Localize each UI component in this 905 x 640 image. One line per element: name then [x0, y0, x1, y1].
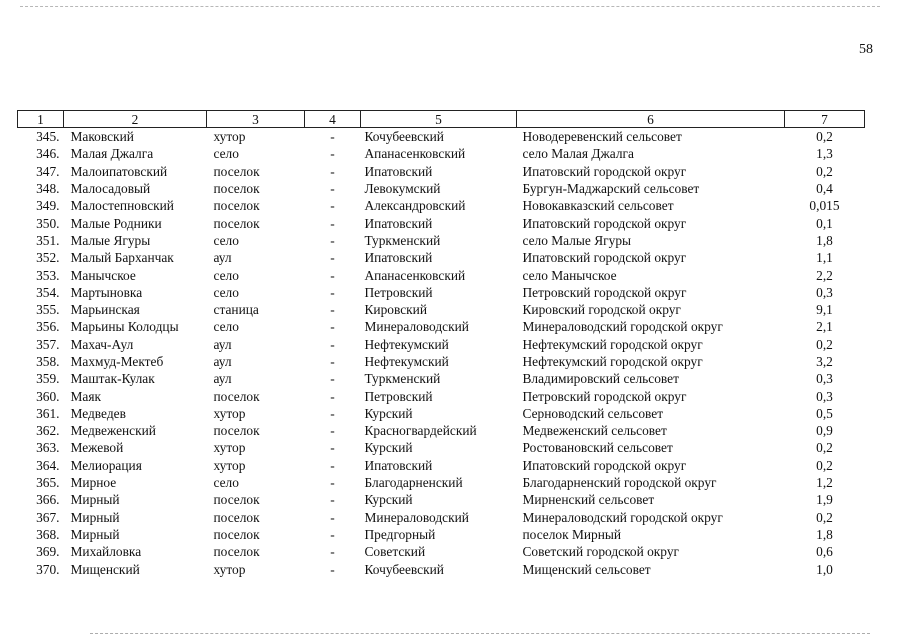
- district-name: Апанасенковский: [364, 146, 466, 162]
- settlement-type: хутор: [213, 129, 246, 145]
- col-4-value: -: [330, 371, 335, 387]
- settlement-name: Махач-Аул: [70, 336, 134, 352]
- area-value: 1,2: [816, 475, 833, 491]
- municipality-name: Петровский городской округ: [522, 388, 687, 404]
- row-number: 369.: [36, 544, 60, 560]
- table-row: [18, 422, 865, 439]
- row-number: 360.: [36, 388, 60, 404]
- municipality-name: Бургун-Маджарский сельсовет: [522, 181, 700, 197]
- district-name: Апанасенковский: [364, 267, 466, 283]
- table-row: [18, 284, 865, 301]
- settlement-type: село: [213, 146, 239, 162]
- table-row: [18, 353, 865, 370]
- table-row: [18, 197, 865, 214]
- municipality-name: Новокавказский сельсовет: [522, 198, 674, 214]
- col-4-value: -: [330, 302, 335, 318]
- table-row: [18, 370, 865, 387]
- settlement-type: хутор: [213, 440, 246, 456]
- area-value: 0,3: [816, 388, 833, 404]
- scan-edge-bottom: [90, 633, 870, 634]
- municipality-name: Благодарненский городской округ: [522, 475, 717, 491]
- settlement-type: село: [213, 232, 239, 248]
- municipality-name: Ипатовский городской округ: [522, 250, 687, 266]
- col-4-value: -: [330, 267, 335, 283]
- district-name: Ипатовский: [364, 215, 433, 231]
- municipality-name: Нефтекумский городской округ: [522, 336, 703, 352]
- table-row: [18, 180, 865, 197]
- district-name: Минераловодский: [364, 509, 469, 525]
- row-number: 364.: [36, 457, 60, 473]
- col-4-value: -: [330, 319, 335, 335]
- municipality-name: Минераловодский городской округ: [522, 509, 723, 525]
- district-name: Советский: [364, 544, 426, 560]
- district-name: Туркменский: [364, 371, 441, 387]
- municipality-name: село Малая Джалга: [522, 146, 634, 162]
- row-number: 354.: [36, 284, 60, 300]
- settlement-name: Мелиорация: [70, 457, 142, 473]
- settlement-name: Малосадовый: [70, 181, 151, 197]
- col-4-value: -: [330, 423, 335, 439]
- area-value: 0,2: [816, 163, 833, 179]
- area-value: 1,8: [816, 232, 833, 248]
- header-col-name: 2: [64, 111, 207, 128]
- settlements-table: [17, 110, 865, 578]
- row-number: 346.: [36, 146, 60, 162]
- settlement-type: поселок: [213, 198, 260, 214]
- settlement-name: Махмуд-Мектеб: [70, 354, 164, 369]
- col-4-value: -: [330, 492, 335, 508]
- col-4-value: -: [330, 250, 335, 266]
- col-4-value: -: [330, 544, 335, 560]
- municipality-name: село Малые Ягуры: [522, 232, 632, 248]
- row-number: 355.: [36, 302, 60, 318]
- settlement-name: Мирный: [70, 526, 120, 542]
- row-number: 351.: [36, 232, 60, 248]
- municipality-name: Мирненский сельсовет: [522, 492, 655, 508]
- settlement-type: поселок: [213, 181, 260, 197]
- col-4-value: -: [330, 146, 335, 162]
- row-number: 350.: [36, 215, 60, 231]
- table-row: [18, 509, 865, 526]
- col-4-value: -: [330, 509, 335, 525]
- table-row: [18, 318, 865, 335]
- table-row: [18, 439, 865, 456]
- area-value: 0,015: [809, 198, 840, 214]
- col-4-value: -: [330, 561, 335, 577]
- col-4-value: -: [330, 215, 335, 231]
- table-row: [18, 336, 865, 353]
- col-4-value: -: [330, 198, 335, 214]
- district-name: Нефтекумский: [364, 354, 449, 369]
- municipality-name: Новодеревенский сельсовет: [522, 129, 682, 145]
- settlement-name: Маковский: [70, 129, 134, 145]
- area-value: 1,0: [816, 561, 833, 577]
- table-body: [18, 128, 865, 578]
- row-number: 352.: [36, 250, 60, 266]
- table-row: [18, 163, 865, 180]
- table-row: [18, 301, 865, 318]
- col-4-value: -: [330, 181, 335, 197]
- municipality-name: Ростовановский сельсовет: [522, 440, 673, 456]
- area-value: 0,2: [816, 336, 833, 352]
- row-number: 366.: [36, 492, 60, 508]
- municipality-name: Ипатовский городской округ: [522, 163, 687, 179]
- settlement-name: Малые Родники: [70, 215, 162, 231]
- header-col-type: 3: [207, 111, 305, 128]
- row-number: 370.: [36, 561, 60, 577]
- table-row: [18, 387, 865, 404]
- area-value: 9,1: [816, 302, 833, 318]
- settlement-type: хутор: [213, 405, 246, 421]
- area-value: 0,2: [816, 129, 833, 145]
- header-col-number: 1: [18, 111, 64, 128]
- header-col-value: 7: [785, 111, 865, 128]
- table-row: [18, 266, 865, 283]
- district-name: Туркменский: [364, 232, 441, 248]
- settlement-name: Маштак-Кулак: [70, 371, 155, 387]
- settlement-name: Межевой: [70, 440, 124, 456]
- area-value: 1,9: [816, 492, 833, 508]
- table-row: [18, 474, 865, 491]
- table-row: [18, 526, 865, 543]
- area-value: 1,3: [816, 146, 833, 162]
- area-value: 1,8: [816, 526, 833, 542]
- municipality-name: Нефтекумский городской округ: [522, 354, 703, 369]
- settlement-type: аул: [213, 336, 232, 352]
- area-value: 0,3: [816, 284, 833, 300]
- row-number: 347.: [36, 163, 60, 179]
- area-value: 0,2: [816, 457, 833, 473]
- table-row: [18, 214, 865, 231]
- table-row: [18, 405, 865, 422]
- settlement-name: Михайловка: [70, 544, 142, 560]
- area-value: 2,1: [816, 319, 833, 335]
- header-col-municipality: 6: [517, 111, 785, 128]
- header-col-4: 4: [305, 111, 361, 128]
- area-value: 2,2: [816, 267, 833, 283]
- district-name: Курский: [364, 440, 413, 456]
- col-4-value: -: [330, 440, 335, 456]
- settlement-name: Мищенский: [70, 561, 140, 577]
- municipality-name: Советский городской округ: [522, 544, 680, 560]
- row-number: 348.: [36, 181, 60, 197]
- row-number: 363.: [36, 440, 60, 456]
- settlement-name: Малые Ягуры: [70, 232, 151, 248]
- table-row: [18, 543, 865, 560]
- settlement-name: Маяк: [70, 388, 102, 404]
- row-number: 365.: [36, 475, 60, 491]
- municipality-name: Петровский городской округ: [522, 284, 687, 300]
- district-name: Кочубеевский: [364, 561, 444, 577]
- settlement-type: село: [213, 475, 239, 491]
- table-row: [18, 457, 865, 474]
- municipality-name: село Манычское: [522, 267, 617, 283]
- table-header: [18, 111, 865, 128]
- row-number: 349.: [36, 198, 60, 214]
- table-row: [18, 560, 865, 577]
- municipality-name: Ипатовский городской округ: [522, 457, 687, 473]
- district-name: Предгорный: [364, 526, 436, 542]
- settlement-type: поселок: [213, 492, 260, 508]
- district-name: Нефтекумский: [364, 336, 449, 352]
- table-row: [18, 491, 865, 508]
- municipality-name: Владимировский сельсовет: [522, 371, 679, 387]
- row-number: 362.: [36, 423, 60, 439]
- scan-edge-top: [20, 6, 880, 7]
- municipality-name: Мищенский сельсовет: [522, 561, 651, 577]
- settlement-type: поселок: [213, 544, 260, 560]
- settlement-name: Мирное: [70, 475, 117, 491]
- settlement-name: Медвеженский: [70, 423, 156, 439]
- district-name: Александровский: [364, 198, 466, 214]
- settlement-type: поселок: [213, 388, 260, 404]
- table-row: [18, 232, 865, 249]
- district-name: Ипатовский: [364, 163, 433, 179]
- settlement-name: Манычское: [70, 267, 136, 283]
- district-name: Левокумский: [364, 181, 441, 197]
- area-value: 0,9: [816, 423, 833, 439]
- municipality-name: Медвеженский сельсовет: [522, 423, 667, 439]
- header-row: [18, 111, 865, 128]
- area-value: 0,2: [816, 440, 833, 456]
- area-value: 0,4: [816, 181, 833, 197]
- district-name: Кочубеевский: [364, 129, 444, 145]
- col-4-value: -: [330, 232, 335, 248]
- settlement-type: село: [213, 284, 239, 300]
- row-number: 358.: [36, 354, 60, 369]
- municipality-name: поселок Мирный: [522, 526, 622, 542]
- area-value: 0,2: [816, 509, 833, 525]
- settlement-type: станица: [213, 302, 259, 318]
- settlement-type: аул: [213, 371, 232, 387]
- district-name: Красногвардейский: [364, 423, 477, 439]
- row-number: 357.: [36, 336, 60, 352]
- col-4-value: -: [330, 457, 335, 473]
- municipality-name: Минераловодский городской округ: [522, 319, 723, 335]
- settlement-type: поселок: [213, 526, 260, 542]
- settlement-name: Малая Джалга: [70, 146, 154, 162]
- col-4-value: -: [330, 284, 335, 300]
- settlement-type: хутор: [213, 561, 246, 577]
- row-number: 356.: [36, 319, 60, 335]
- area-value: 0,3: [816, 371, 833, 387]
- row-number: 361.: [36, 405, 60, 421]
- municipality-name: Кировский городской округ: [522, 302, 681, 318]
- district-name: Ипатовский: [364, 250, 433, 266]
- area-value: 0,6: [816, 544, 833, 560]
- settlement-type: поселок: [213, 423, 260, 439]
- col-4-value: -: [330, 354, 335, 369]
- table-row: [18, 249, 865, 266]
- row-number: 345.: [36, 129, 60, 145]
- district-name: Благодарненский: [364, 475, 463, 491]
- row-number: 367.: [36, 509, 60, 525]
- district-name: Курский: [364, 405, 413, 421]
- settlement-name: Мирный: [70, 492, 120, 508]
- district-name: Курский: [364, 492, 413, 508]
- col-4-value: -: [330, 163, 335, 179]
- settlement-type: село: [213, 267, 239, 283]
- area-value: 1,1: [816, 250, 833, 266]
- header-col-district: 5: [361, 111, 517, 128]
- settlement-name: Марьины Колодцы: [70, 319, 179, 335]
- settlement-type: поселок: [213, 163, 260, 179]
- col-4-value: -: [330, 405, 335, 421]
- col-4-value: -: [330, 336, 335, 352]
- settlement-name: Малый Барханчак: [70, 250, 174, 266]
- district-name: Петровский: [364, 388, 433, 404]
- district-name: Ипатовский: [364, 457, 433, 473]
- area-value: 0,5: [816, 405, 833, 421]
- settlement-type: аул: [213, 250, 232, 266]
- settlement-name: Мирный: [70, 509, 120, 525]
- municipality-name: Ипатовский городской округ: [522, 215, 687, 231]
- district-name: Кировский: [364, 302, 428, 318]
- row-number: 353.: [36, 267, 60, 283]
- municipality-name: Серноводский сельсовет: [522, 405, 664, 421]
- row-number: 368.: [36, 526, 60, 542]
- col-4-value: -: [330, 475, 335, 491]
- area-value: 3,2: [816, 354, 833, 369]
- settlement-name: Малоипатовский: [70, 163, 168, 179]
- district-name: Петровский: [364, 284, 433, 300]
- settlement-type: поселок: [213, 509, 260, 525]
- settlement-type: хутор: [213, 457, 246, 473]
- col-4-value: -: [330, 129, 335, 145]
- col-4-value: -: [330, 388, 335, 404]
- page-number: 58: [859, 42, 873, 57]
- settlement-name: Малостепновский: [70, 198, 174, 214]
- district-name: Минераловодский: [364, 319, 469, 335]
- settlement-name: Марьинская: [70, 302, 140, 318]
- settlement-name: Мартыновка: [70, 284, 143, 300]
- settlement-name: Медведев: [70, 405, 126, 421]
- table-row: [18, 128, 865, 146]
- settlement-type: село: [213, 319, 239, 335]
- area-value: 0,1: [816, 215, 833, 231]
- settlement-type: аул: [213, 354, 232, 369]
- table-row: [18, 145, 865, 162]
- settlement-type: поселок: [213, 215, 260, 231]
- row-number: 359.: [36, 371, 60, 387]
- col-4-value: -: [330, 526, 335, 542]
